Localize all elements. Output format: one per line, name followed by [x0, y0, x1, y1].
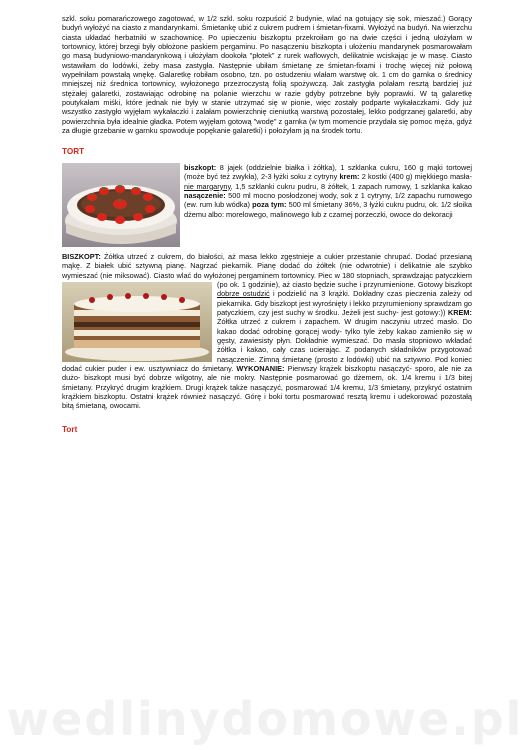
text-biszkopt: 8 jajek (oddzielnie białka i żółtka), 1 szklanka cukru, 160 g mąki tortowej (może być też zwykła), 2-3 łyżki soku z cytryny — [184, 162, 472, 182]
label-biszkopt-upper: BISZKOPT: — [62, 251, 101, 261]
instructions-text-3: Żółtka utrzeć z cukrem i zapachem. W drugim naczyniu utrzeć masło. Do kakao dodać odrobinę gorącej wody- tylko tyle żeby kakao zamieniło się w gęsty, zawiesisty płyn. Dokładnie wymieszać. Do masła stopniowo wkładać żółtka i kakao, cały czas ucierając. Z podanych składników przygotować nasączenie. Zimną śmietanę (prosto z lodówki) ubić na sztywno. Pod koniec dodać cukier puder i ew. usztywniacz do śmietany. — [62, 317, 472, 373]
text-krem-a: 2 kostki (400 g) miękkiego masła- — [359, 172, 472, 182]
label-biszkopt: biszkopt: — [184, 162, 217, 172]
text-nasaczenie: 500 ml mocno posłodzonej wody, sok z 1 cytryny, 1/2 zapachu rumowego (ew. rum lub wódka) — [184, 190, 472, 210]
instructions-paragraph — [62, 252, 472, 411]
section-title-tort-2: Tort — [62, 424, 78, 434]
instructions-text-4: Pierwszy krążek biszkoptu nasączyć- sporo, ale nie za dużo- biszkopt musi być dobrze wilgotny, ale nie mokry. Następnie posmarować go dżemem, ok. 1/4 kremu i 1/3 bitej śmietany. Przykryć drugim krążkiem. Drugi krążek także nasączyć, posmarować 1/4 kremu, 1/3 śmietany, przykryć ostatnim krążkiem biszkoptu. Ostatni krążek również nasączyć. Górę i boki tortu posmarować resztą kremu i udekorować pozostałą bitą śmietaną, owocami. — [62, 363, 472, 411]
label-wykonanie: WYKONANIE: — [236, 363, 285, 373]
label-poza-tym: poza tym: — [252, 200, 287, 210]
text-poza-tym: 500 ml śmietany 36%, 3 łyżki cukru pudru, ok. 1/2 słoika dżemu albo: morelowego, malinowego lub z czarnej porzeczki, owoce do dekoracji — [184, 200, 472, 219]
label-krem: krem: — [339, 172, 360, 182]
text-krem-underlined: nie margaryny — [184, 181, 231, 191]
cake-photo-strawberries — [62, 163, 180, 247]
instructions-text-2: i podzielić na 3 krążki. Dokładny czas pieczenia zależy od piekarnika. Gdy biszkopt jest wyrośnięty i lekko przyrumieniony sprawdzam go patyczkiem, czy jest suchy w środku. Jeżeli jest suchy- jest gotowy:)) — [217, 289, 472, 317]
section-title-tort: TORT — [62, 147, 85, 157]
ingredients-block — [62, 163, 472, 249]
cake-photo-layered — [62, 282, 212, 362]
site-watermark: wedlinydomowe.pl — [6, 692, 524, 746]
instructions-text-underlined: dobrze ostudzić — [217, 289, 270, 299]
instructions-text-1: Żółtka utrzeć z cukrem, do białości, aż masa lekko zgęstnieje a cukier przestanie chrupać. Dodać przesianą mąkę. Z białek ubić sztywną pianę. Nagrzać piekarnik. Pianę dodać do żółtek (nie odwrotnie) i delikatnie ale szybko wymieszać (nie miksować). Ciasto wlać do wyłożonej pergaminem tortownicy. Piec w 180 stopniach, sprawdzając patyczkiem (po ok. 1 godzinie), aż ciasto będzie suche i przyrumienione. Gotowy biszkopt — [62, 251, 472, 289]
label-nasaczenie: nasączenie: — [184, 190, 226, 200]
text-krem-b: , 1,5 szklanki cukru pudru, 8 żółtek, 1 zapach rumowy, 1 szklanka kakao — [230, 181, 472, 191]
label-krem-upper: KREM: — [447, 307, 472, 317]
recipe-page — [62, 14, 472, 434]
intro-paragraph: szkl. soku pomarańczowego zagotować, w 1/2 szkl. soku rozpuścić 2 budynie, wlać na gotujący się sok, mieszać.) Gorący budyń wyłożyć na ciasto z mandarynkami. Śmietankę ubić z cukrem pudrem i śmietan-fixami. Wyłożyć na budyń. Na wierzchu ciasta układać herbatniki w szachownicę. Po upieczeniu biszkoptu przekroiłam go na dwie części i jedną ułożyłam w tortownicy, której brzegi były obłożone paskiem pergaminu. Po nasączeniu biszkopta i ułożeniu mandarynek posmarowałam go masą budyniowo-mandarynkową i ułożyłam dookoła "płotek" z rurek waflowych, delikatnie wciskając je w masę. Ciasto wstawiłam do lodówki, żeby masa zastygła. Następnie ubiłam śmietanę ze śmietan-fixami i trochę więcej niż połową wypełniłam powstałą wnękę. Galaretkę robiłam osobno, tzn. po ostudzeniu wlałam warstwę ok. 1 cm do garnka o średnicy mniejszej niż średnica tortownicy, wyłożonego przezroczystą folią spożywczą. Jak zastygła polałam resztą bardziej już stężałej galaretki, zostawiając odrobinę na polanie wierzchu w razie gdyby potrzebne były poprawki. W tą galaretkę poutykałam miśki, które jednak nie były w stanie utrzymać się w pionie, więc zostały podparte wykałaczkami. Gdy już wszystko zastygło wyjęłam wykałaczki i zalałam powierzchnię cieniutką warstwą pozostałej, lekko podgrzanej galaretki, aby powierzchnia była idealnie gładka. Potem wyjęłam gotową "wodę" z garnka (w tym momencie przydała się pomoc męża, gdyż za długie grzebanie w garnku spowoduje popękanie galaretki) i położyłam ją na środek tortu. — [62, 14, 472, 136]
